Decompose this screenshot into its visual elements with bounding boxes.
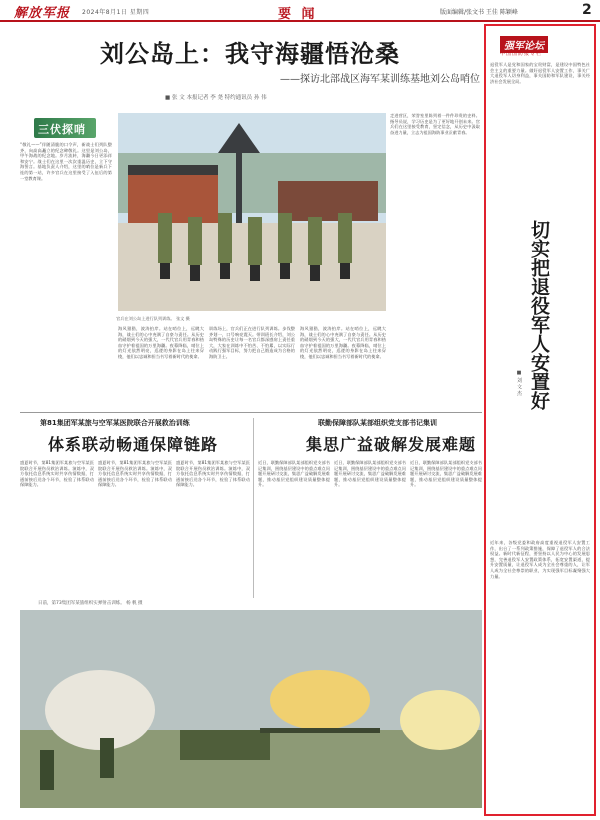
lead-body-col2: 海风猎猎，波涛拍岸。站在哨位上，远眺大海，战士们的心中充满了自豪与责任。从历史的硝烟到今天的强大，一代代官兵用青春和热血守护着祖国的万里海疆。夜幕降临，哨位上的灯光依然明亮，巡逻的身影在岛上往来穿梭，他们以忠诚和担当书写着新时代的使命。 [118,326,204,359]
lead-subtitle: ——探访北部战区海军某训练基地刘公岛哨位 [280,74,480,85]
date-line: 2024年8月1日 星期四 [82,9,150,16]
lead-photo-caption: 官兵在刘公岛上进行队列训练。 张文 摄 [116,316,190,321]
lead-photo [118,113,386,311]
column-divider [253,418,254,598]
forum-column-intro: 退役军人是党和国家的宝贵财富，是建设中国特色社会主义的重要力量。做好退役军人安置工作，事关广大退役军人切身利益，事关国防和军队建设，事关经济社会发展全局。 [490,62,590,84]
article2-body-col1: 盛夏时节，第81集团军某旅与空军某医院联合开展伤员救治训练。演练中，双方依托信息系统实时共享伤情数据，打通前接后送各个环节，检验了体系联动保障能力。 [20,460,94,488]
newspaper-logo: 解放军报 [14,6,71,21]
bottom-photo-caption: 日前，第73集团军某旅组织实弹射击训练。 杨 帆 摄 [38,601,143,606]
article2-kicker: 第81集团军某旅与空军某医院联合开展救治训练 [40,419,190,427]
article3-headline: 集思广益破解发展难题 [306,435,477,454]
bottom-photo [20,610,482,808]
article2-body-col2: 盛夏时节，第81集团军某旅与空军某医院联合开展伤员救治训练。演练中，双方依托信息系统实时共享伤情数据，打通前接后送各个环节，检验了体系联动保障能力。 [98,460,172,488]
forum-column-body: 近年来，各级党委和政府高度重视退役军人安置工作，出台了一系列政策措施，保障了退役军人的合法权益。新时代新征程，要坚持以人民为中心的发展思想，完善退役军人安置政策体系，拓宽安置渠道，提升安置质量，让退役军人成为全社会尊重的人，让军人成为全社会尊崇的职业，为实现强军目标凝聚强大力量。 [490,540,590,579]
forum-column-author: ■ 刘 文 杰 [516,370,522,396]
page-number: 2 [582,2,592,18]
article3-body-col1: 近日，联勤保障部队某部组织党支部书记集训，围绕基层建设中的重点难点问题开展研讨交流，集思广益破解发展难题，推动基层党组织建设质量整体提升。 [258,460,330,488]
forum-column-headline: 切实把退役军人安置好 [528,220,550,410]
lead-body-col3: 训练场上，官兵们正在进行队列训练。步伐整齐划一，口号响亮震天。带训班长介绍，刘公岛特殊的历史让每一名官兵都深感肩上责任重大，大家在训练中不怕苦、不怕累，以实际行动践行强军目标，努力把自己锻造成为合格的海防卫士。 [209,326,295,359]
lead-body-col4: 走进营区，荣誉室里陈列着一件件珍贵的史料。指导员说，学习历史是为了更好地开创未来。官兵们在这里接受教育，坚定信念，从历史中汲取奋进力量，立志为祖国海防事业贡献青春。 [390,113,480,135]
editors-line: 版面编辑/张文书 王佳 陈颖峰 [440,9,518,16]
lead-body-col3b: 海风猎猎，波涛拍岸。站在哨位上，远眺大海，战士们的心中充满了自豪与责任。从历史的硝烟到今天的强大，一代代官兵用青春和热血守护着祖国的万里海疆。夜幕降临，哨位上的灯光依然明亮，巡逻的身影在岛上往来穿梭，他们以忠诚和担当书写着新时代的使命。 [300,326,386,359]
article3-body-col2: 近日，联勤保障部队某部组织党支部书记集训，围绕基层建设中的重点难点问题开展研讨交流，集思广益破解发展难题，推动基层党组织建设质量整体提升。 [334,460,406,488]
forum-column-title: 强军论坛 [500,36,548,53]
forum-column-subtitle: 中国国防报专栏 [500,51,543,57]
article2-body-col3: 盛夏时节，第81集团军某旅与空军某医院联合开展伤员救治训练。演练中，双方依托信息系统实时共享伤情数据，打通前接后送各个环节，检验了体系联动保障能力。 [176,460,250,488]
section-divider [20,412,482,413]
section-title: 要 闻 [278,7,318,22]
article3-body-col3: 近日，联勤保障部队某部组织党支部书记集训，围绕基层建设中的重点难点问题开展研讨交流，集思广益破解发展难题，推动基层党组织建设质量整体提升。 [410,460,482,488]
column-banner-label: 三伏探哨 [38,123,86,136]
lead-byline: ■ 张 文 本报记者 李 尧 特约通讯员 孙 伟 [165,95,267,101]
article3-kicker: 联勤保障部队某部组织党支部书记集训 [318,419,437,427]
lead-headline: 刘公岛上：我守海疆悟沧桑 [100,39,400,68]
lead-body-col1: “敬礼——”伴随清脆的口令声，新战士们列队整齐，向高高矗立的纪念碑敬礼。这里是刘公岛，甲午海战的纪念地。岁月流转，海疆今日更添祥和安宁。战士们在这里一次次重温历史，立下守海誓言。基地负责人介绍，这里的哨位是新兵下连的第一站，许多官兵在这里接受了入伍后的第一堂教育课。 [20,142,112,181]
article2-headline: 体系联动畅通保障链路 [48,435,219,454]
